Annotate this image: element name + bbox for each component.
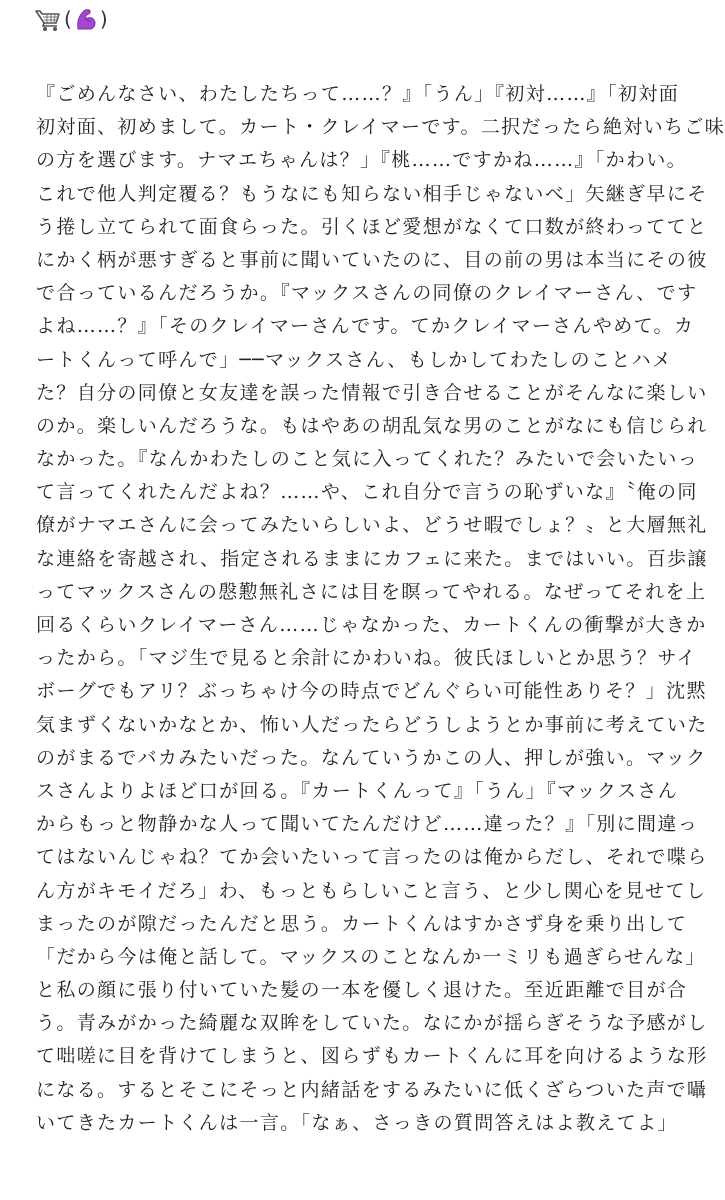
text-line: のがまるでバカみたいだった。なんていうかこの人、押しが強い。マック bbox=[36, 746, 707, 769]
text-line: 回るくらいクレイマーさん……じゃなかった、カートくんの衝撃が大きか bbox=[36, 614, 707, 636]
text-line: なかった。『なんかわたしのこと気に入ってくれた？みたいで会いたいっ bbox=[36, 448, 699, 471]
open-paren: ( bbox=[64, 7, 72, 31]
close-paren: ) bbox=[99, 7, 108, 31]
text-line: う捲し立てられて面食らった。引くほど愛想がなくて口数が終わっててと bbox=[36, 215, 708, 238]
text-line: 『ごめんなさい、わたしたちって……？』「うん」『初対……』「初対面 bbox=[36, 83, 680, 105]
text-line: た？自分の同僚と女友達を誤った情報で引き合せることがそんなに楽しい bbox=[36, 381, 708, 404]
text-line: ん方がキモイだろ」わ、もっともらしいこと言う、と少し関心を見せてし bbox=[36, 879, 707, 902]
text-line: ってマックスさんの慇懃無礼さには目を瞑ってやれる。なぜってそれを上 bbox=[36, 580, 707, 603]
text-line: ートくんって呼んで」──マックスさん、もしかしてわたしのことハメ bbox=[36, 348, 673, 371]
text-line: で合っているんだろうか。『マックスさんの同僚のクレイマーさん、です bbox=[36, 282, 698, 305]
text-line: て咄嗟に目を背けてしまうと、図らずもカートくんに耳を向けるような形 bbox=[36, 1045, 708, 1068]
text-line: て言ってくれたんだよね？……や、これ自分で言うの恥ずいな』〝俺の同 bbox=[36, 481, 698, 504]
text-line: な連絡を寄越され、指定されるままにカフェに来た。まではいい。百歩譲 bbox=[36, 547, 708, 570]
text-line: 僚がナマエさんに会ってみたいらしいよ、どうせ暇でしょ？〟と大層無礼 bbox=[36, 514, 708, 537]
text-line: のか。楽しいんだろうな。もはやあの胡乱気な男のことがなにも信じられ bbox=[36, 414, 708, 437]
flexed-biceps-icon bbox=[74, 6, 98, 32]
shopping-cart-icon bbox=[34, 6, 62, 32]
text-line: になる。するとそこにそっと内緒話をするみたいに低くざらついた声で囁 bbox=[36, 1078, 708, 1101]
text-line: 気まずくないかなとか、怖い人だったらどうしようとか事前に考えていた bbox=[36, 713, 708, 736]
text-line: まったのが隙だったんだと思う。カートくんはすかさず身を乗り出して bbox=[36, 912, 688, 935]
text-line: これで他人判定覆る？もうなにも知らない相手じゃないべ」矢継ぎ早にそ bbox=[36, 182, 708, 205]
text-line: ボーグでもアリ？ぶっちゃけ今の時点でどんぐらい可能性ありそ？」沈黙 bbox=[36, 680, 707, 703]
text-line: よね……？』「そのクレイマーさんです。てかクレイマーさんやめて。カ bbox=[36, 315, 695, 338]
text-line: の方を選びます。ナマエちゃんは？」『桃……ですかね……』「かわい。 bbox=[36, 149, 688, 172]
text-line: う。青みがかった綺麗な双眸をしていた。なにかが揺らぎそうな予感がし bbox=[36, 1012, 708, 1035]
text-line: スさんよりよほど口が回る。『カートくんって』「うん」『マックスさん bbox=[36, 779, 679, 802]
story-text bbox=[36, 78, 725, 1140]
text-line: と私の顔に張り付いていた髪の一本を優しく退けた。至近距離で目が合 bbox=[36, 979, 688, 1002]
text-line: 「だから今は俺と話して。マックスのことなんか一ミリも過ぎらせんな」 bbox=[36, 945, 706, 968]
header bbox=[34, 4, 108, 34]
text-line: ったから。「マジ生で見ると余計にかわいね。彼氏ほしいとか思う？サイ bbox=[36, 647, 697, 670]
text-line: いてきたカートくんは一言。「なぁ、さっきの質問答えはよ教えてよ」 bbox=[36, 1111, 678, 1134]
text-line: からもっと物静かな人って聞いてたんだけど……違った？』「別に間違っ bbox=[36, 813, 699, 836]
text-line: にかく柄が悪すぎると事前に聞いていたのに、目の前の男は本当にその彼 bbox=[36, 248, 708, 271]
text-line: 初対面、初めまして。カート・クレイマーです。二択だったら絶対いちご味 bbox=[36, 116, 725, 139]
text-line: てはないんじゃね？てか会いたいって言ったのは俺からだし、それで喋ら bbox=[36, 846, 708, 869]
